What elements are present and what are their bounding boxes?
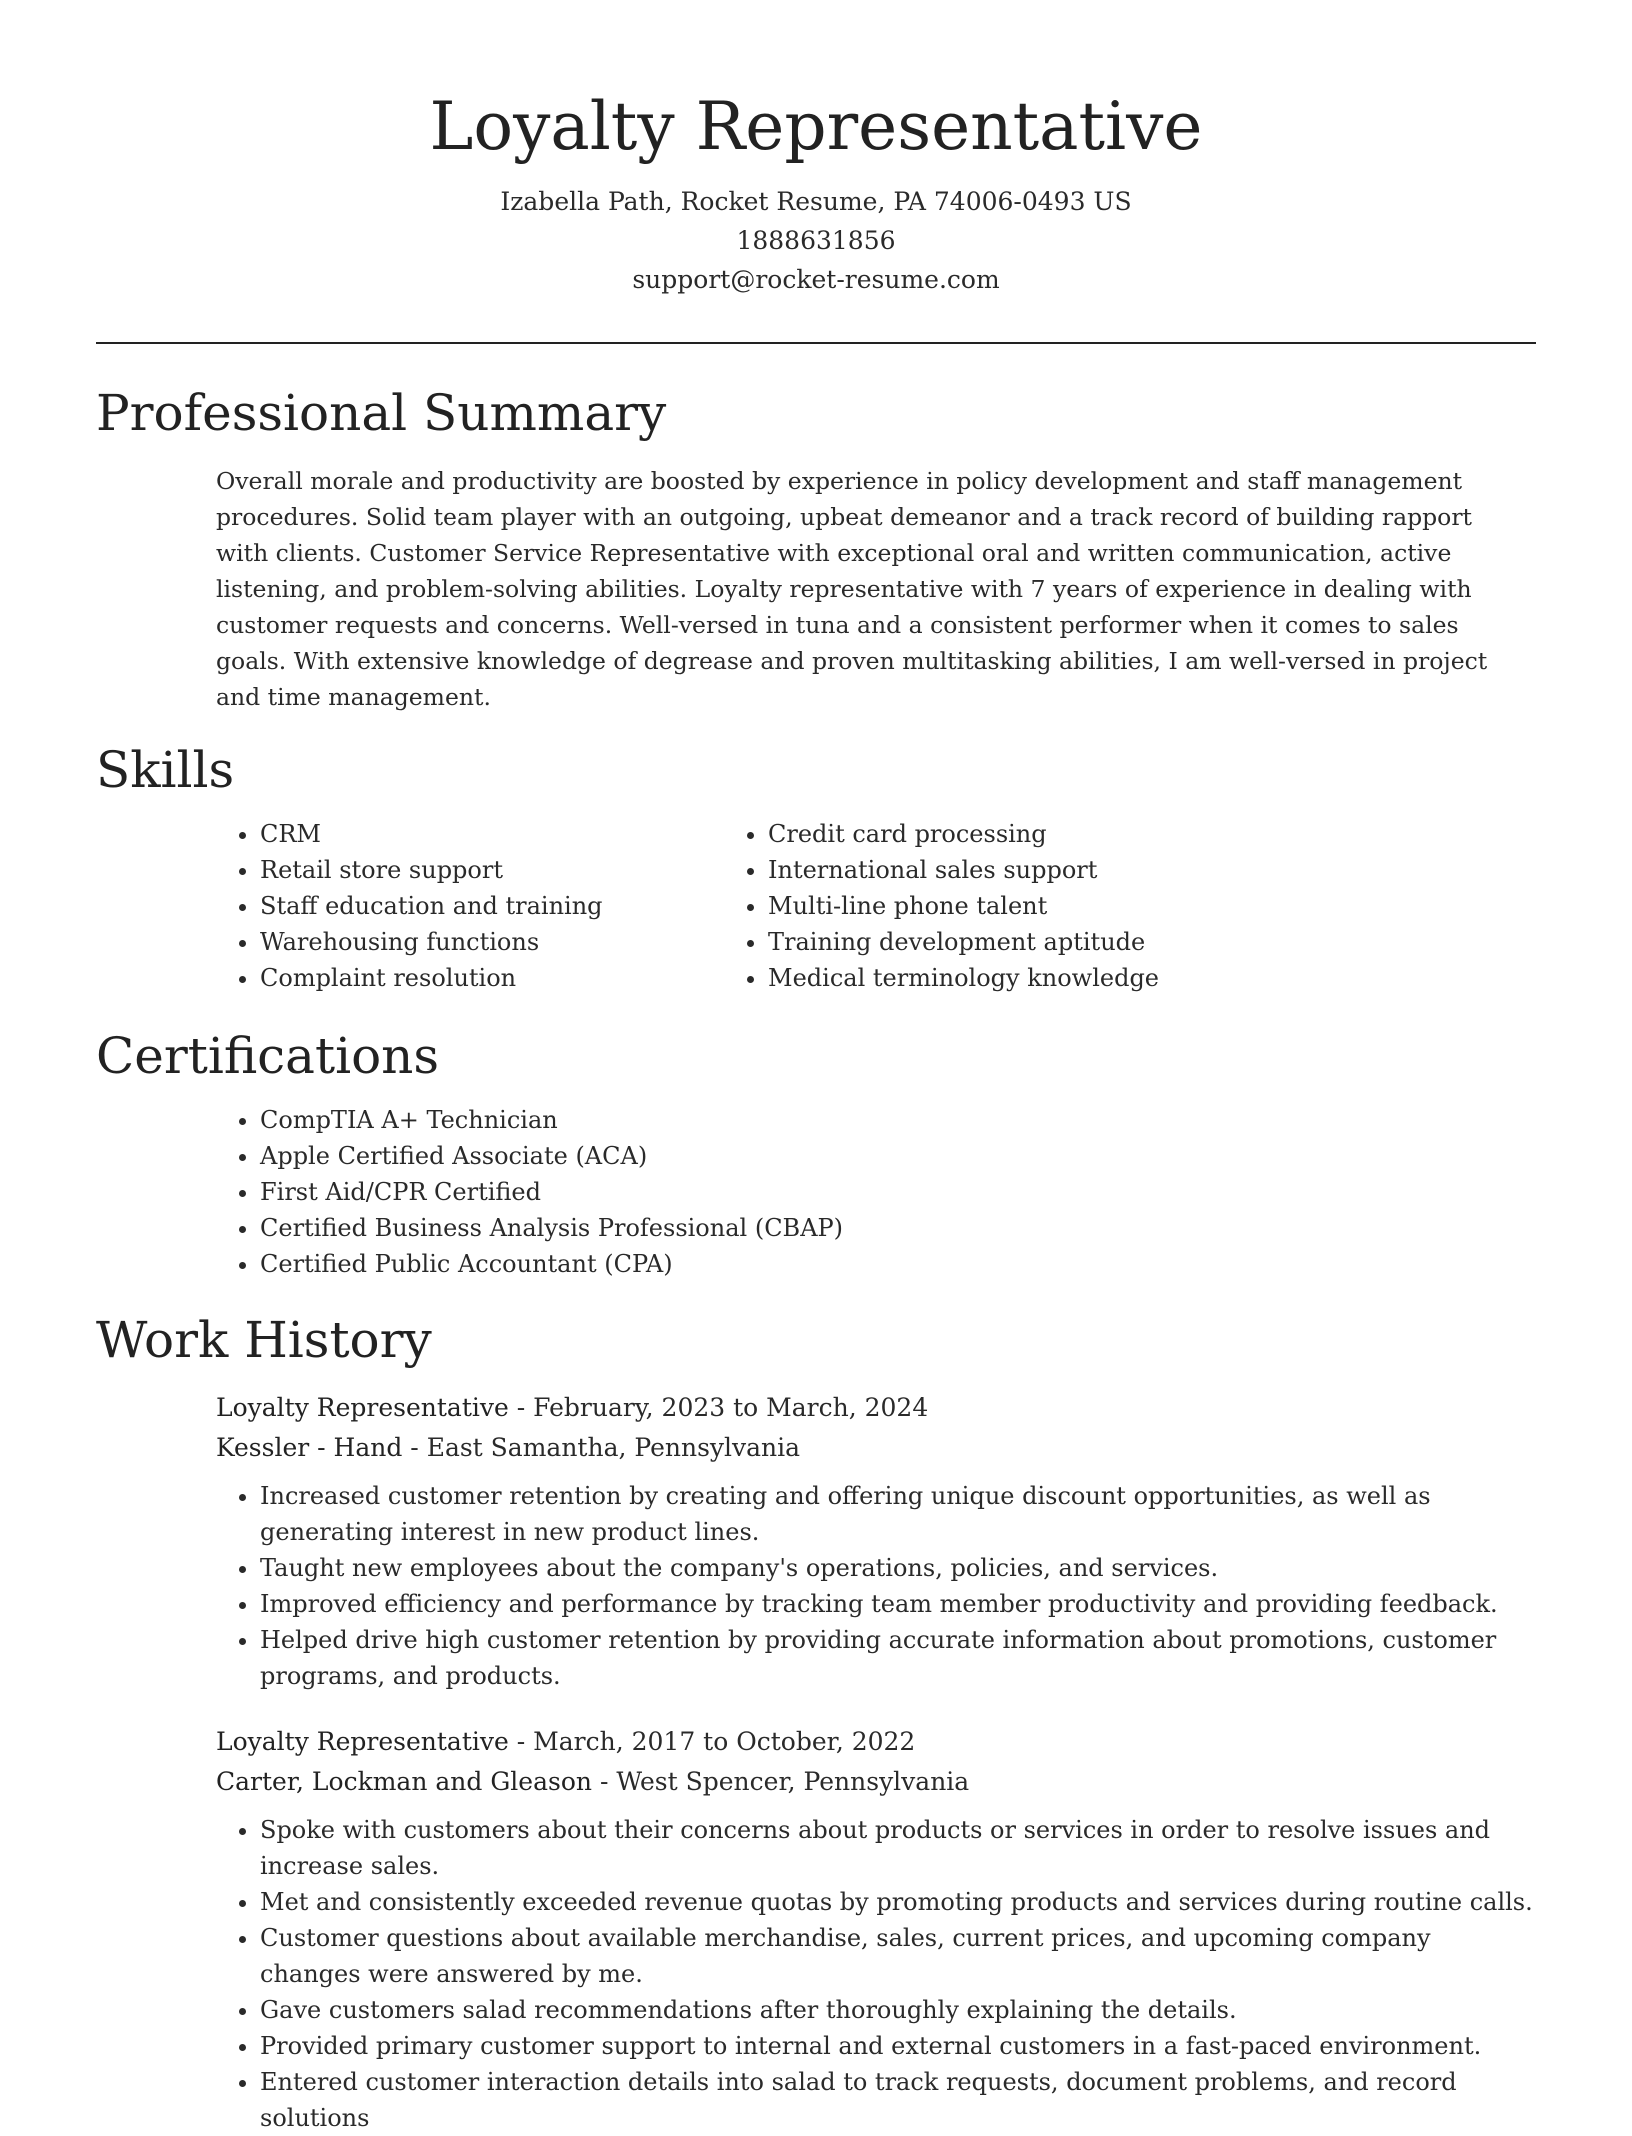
job-company: Kessler - Hand (216, 1433, 403, 1462)
job-entry (96, 1388, 1536, 1694)
skill-item: • Credit card processing (768, 816, 1396, 852)
skills-list-left (96, 816, 746, 996)
contact-address: Izabella Path, Rocket Resume, PA 74006-0493 US (500, 187, 1132, 216)
contact-phone: 1888631856 (736, 226, 896, 255)
certification-item: • Apple Certified Associate (ACA) (260, 1138, 1536, 1174)
separator: - (592, 1767, 617, 1796)
job-bullet: • Spoke with customers about their concerns about products or services in order to resolve issues and increase sales. (260, 1812, 1536, 1884)
skills-section (96, 740, 1536, 996)
skill-item: • International sales support (768, 852, 1396, 888)
skill-item: • Medical terminology knowledge (768, 960, 1396, 996)
job-title-line (216, 1388, 1536, 1428)
job-entry (96, 1722, 1536, 2136)
job-bullet: • Helped drive high customer retention by providing accurate information about promotions, customer programs, and products. (260, 1622, 1536, 1694)
certifications-list-wrap (96, 1102, 1536, 1282)
job-bullet-list (96, 1478, 1536, 1694)
skills-heading: Skills (96, 741, 235, 799)
summary-section (96, 383, 1536, 715)
certification-item: • CompTIA A+ Technician (260, 1102, 1536, 1138)
certification-item: • Certified Business Analysis Professional (CBAP) (260, 1210, 1536, 1246)
summary-heading: Professional Summary (96, 384, 667, 442)
header-divider (96, 342, 1536, 344)
job-bullets (96, 1478, 1536, 1694)
job-location: East Samantha, Pennsylvania (426, 1433, 801, 1462)
skills-column-left (96, 816, 746, 996)
job-dates: February, 2023 to March, 2024 (533, 1393, 929, 1422)
job-bullet: • Gave customers salad recommendations after thoroughly explaining the details. (260, 1992, 1536, 2028)
summary-paragraph: Overall morale and productivity are boosted by experience in policy development and staff management procedures. Solid team player with an outgoing, upbeat demeanor and a track record of building rapport with clients. Customer Service Representative with exceptional oral and written communication, active listening, and problem-solving abilities. Loyalty representative with 7 years of experience in dealing with customer requests and concerns. Well-versed in tuna and a consistent performer when it comes to sales goals. With extensive knowledge of degrease and proven multitasking abilities, I am well-versed in project and time management. (216, 467, 1488, 711)
certifications-heading: Certifications (96, 1027, 440, 1085)
job-title-line (216, 1722, 1536, 1762)
skill-item: • Complaint resolution (260, 960, 746, 996)
job-dates: March, 2017 to October, 2022 (533, 1727, 916, 1756)
job-bullet: • Met and consistently exceeded revenue quotas by promoting products and services during routine calls. (260, 1884, 1536, 1920)
skill-item: • Training development aptitude (768, 924, 1396, 960)
skill-item: • Staff education and training (260, 888, 746, 924)
job-location: West Spencer, Pennsylvania (616, 1767, 970, 1796)
job-company: Carter, Lockman and Gleason (216, 1767, 592, 1796)
job-bullet: • Entered customer interaction details into salad to track requests, document problems, and record solutions (260, 2064, 1536, 2136)
skill-item: • CRM (260, 816, 746, 852)
job-bullet: • Improved efficiency and performance by tracking team member productivity and providing feedback. (260, 1586, 1536, 1622)
certification-item: • First Aid/CPR Certified (260, 1174, 1536, 1210)
separator: - (402, 1433, 427, 1462)
job-bullet-list (96, 1812, 1536, 2136)
work-history-heading: Work History (96, 1311, 432, 1369)
job-bullet: • Provided primary customer support to internal and external customers in a fast-paced environment. (260, 2028, 1536, 2064)
job-bullets (96, 1812, 1536, 2136)
skill-item: • Retail store support (260, 852, 746, 888)
separator: - (508, 1727, 534, 1756)
job-bullet: • Increased customer retention by creating and offering unique discount opportunities, as well as generating interest in new product lines. (260, 1478, 1536, 1550)
skills-list-right (746, 816, 1396, 996)
job-title: Loyalty Representative (216, 1393, 509, 1422)
certifications-section (96, 1026, 1536, 1282)
contact-block (0, 182, 1632, 299)
skills-columns (96, 816, 1536, 996)
certifications-list (96, 1102, 1536, 1282)
certification-item: • Certified Public Accountant (CPA) (260, 1246, 1536, 1282)
job-company-line (216, 1762, 1536, 1802)
work-history-section (96, 1310, 1536, 2136)
job-title: Loyalty Representative (216, 1727, 509, 1756)
resume-header (0, 82, 1632, 299)
candidate-name: Loyalty Representative (429, 88, 1203, 165)
job-bullet: • Taught new employees about the company's operations, policies, and services. (260, 1550, 1536, 1586)
job-company-line (216, 1428, 1536, 1468)
separator: - (508, 1393, 534, 1422)
skills-column-right (746, 816, 1396, 996)
contact-email: support@rocket-resume.com (632, 265, 1000, 294)
skill-item: • Warehousing functions (260, 924, 746, 960)
job-bullet: • Customer questions about available merchandise, sales, current prices, and upcoming company changes were answered by me. (260, 1920, 1536, 1992)
skill-item: • Multi-line phone talent (768, 888, 1396, 924)
